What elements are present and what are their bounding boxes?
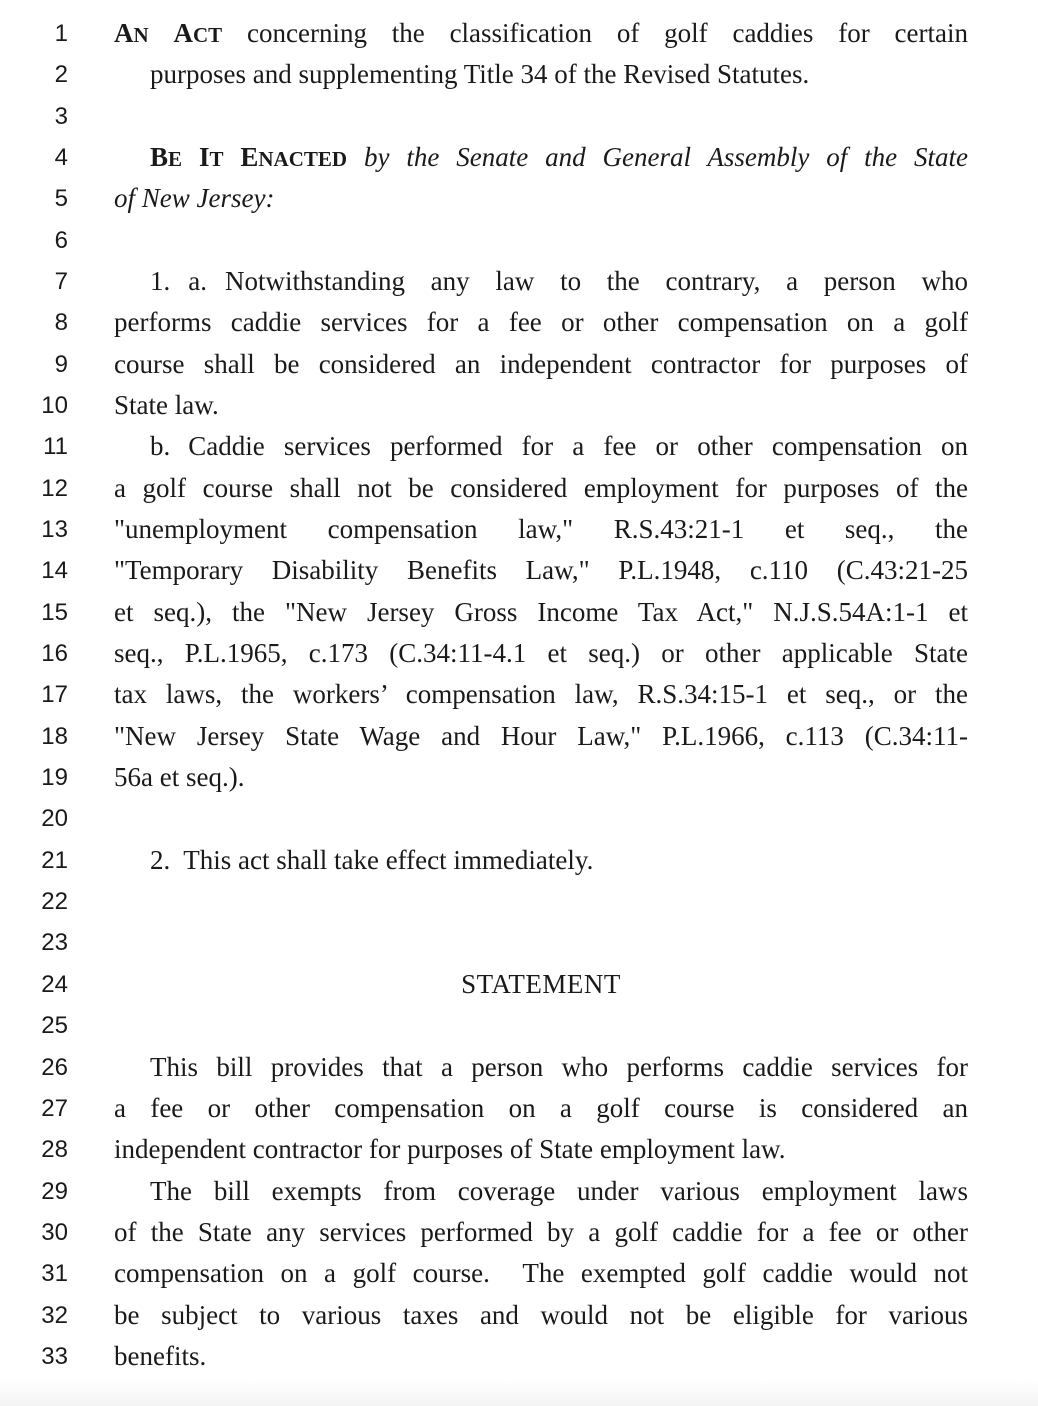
section-text-line: 56a et seq.).	[114, 762, 245, 792]
line-number: 15	[41, 599, 68, 626]
section-2-text: 2. This act shall take effect immediately.	[150, 845, 594, 875]
line-number: 14	[41, 557, 68, 584]
line-number: 25	[41, 1012, 68, 1039]
line-number: 8	[54, 309, 68, 336]
statement-text-line: This bill provides that a person who performs caddie services for	[150, 1052, 968, 1082]
section-text-line: State law.	[114, 390, 219, 420]
line-23	[0, 922, 1038, 963]
line-25	[0, 1005, 1038, 1046]
line-number: 16	[41, 640, 68, 667]
line-2	[0, 54, 1038, 95]
line-number: 13	[41, 516, 68, 543]
line-28	[0, 1129, 1038, 1170]
line-number: 33	[41, 1343, 68, 1370]
line-21	[0, 840, 1038, 881]
line-number: 30	[41, 1219, 68, 1246]
line-6	[0, 220, 1038, 261]
line-number: 18	[41, 723, 68, 750]
line-number: 29	[41, 1178, 68, 1205]
statement-heading: STATEMENT	[461, 969, 621, 999]
act-title-line-2: purposes and supplementing Title 34 of the Revised Statutes.	[150, 59, 810, 89]
line-number: 3	[54, 103, 68, 130]
line-number: 23	[41, 929, 68, 956]
page-bottom-edge	[0, 1380, 1038, 1406]
line-10	[0, 385, 1038, 426]
line-number: 32	[41, 1302, 68, 1329]
line-number: 28	[41, 1136, 68, 1163]
section-1a-line-1: 1. a. Notwithstanding any law to the contrary, a person who	[150, 266, 968, 296]
statement-text-line: a fee or other compensation on a golf course is considered an	[114, 1093, 968, 1123]
line-18	[0, 716, 1038, 757]
line-16	[0, 633, 1038, 674]
statement-text-line: benefits.	[114, 1341, 207, 1371]
statement-text-line: independent contractor for purposes of State employment law.	[114, 1134, 786, 1164]
section-text-line: et seq.), the "New Jersey Gross Income Tax Act," N.J.S.54A:1-1 et	[114, 597, 968, 627]
act-title-line-1: AN ACT concerning the classification of golf caddies for certain	[114, 18, 968, 48]
line-9	[0, 344, 1038, 385]
section-1b-line-1: b. Caddie services performed for a fee or other compensation on	[150, 431, 968, 461]
section-text-line: tax laws, the workers’ compensation law, R.S.34:15-1 et seq., or the	[114, 679, 968, 709]
line-31	[0, 1253, 1038, 1294]
line-number: 19	[41, 764, 68, 791]
statement-text-line: compensation on a golf course. The exempted golf caddie would not	[114, 1258, 968, 1288]
line-14	[0, 550, 1038, 591]
line-8	[0, 302, 1038, 343]
line-7	[0, 261, 1038, 302]
line-26	[0, 1047, 1038, 1088]
line-number: 10	[41, 392, 68, 419]
line-number: 4	[54, 144, 68, 171]
section-text-line: "Temporary Disability Benefits Law," P.L.1948, c.110 (C.43:21-25	[114, 555, 968, 585]
line-5	[0, 178, 1038, 219]
line-number: 7	[54, 268, 68, 295]
enacting-clause-line-2: of New Jersey:	[114, 183, 275, 213]
line-32	[0, 1295, 1038, 1336]
line-number: 5	[54, 185, 68, 212]
line-number: 11	[43, 433, 68, 460]
line-number: 2	[54, 61, 68, 88]
line-11	[0, 426, 1038, 467]
line-number: 24	[41, 971, 68, 998]
statement-text-line: The bill exempts from coverage under various employment laws	[150, 1176, 968, 1206]
line-20	[0, 798, 1038, 839]
statement-text-line: be subject to various taxes and would not be eligible for various	[114, 1300, 968, 1330]
line-number: 31	[41, 1260, 68, 1287]
line-1	[0, 13, 1038, 54]
line-number: 17	[41, 681, 68, 708]
line-33	[0, 1336, 1038, 1377]
line-number: 26	[41, 1054, 68, 1081]
statement-text-line: of the State any services performed by a golf caddie for a fee or other	[114, 1217, 968, 1247]
line-number: 21	[41, 847, 68, 874]
line-13	[0, 509, 1038, 550]
section-text-line: a golf course shall not be considered employment for purposes of the	[114, 473, 968, 503]
line-19	[0, 757, 1038, 798]
line-15	[0, 592, 1038, 633]
line-number: 27	[41, 1095, 68, 1122]
section-text-line: course shall be considered an independent contractor for purposes of	[114, 349, 968, 379]
line-17	[0, 674, 1038, 715]
line-22	[0, 881, 1038, 922]
line-3	[0, 96, 1038, 137]
enacting-clause-line-1: BE IT ENACTED by the Senate and General Assembly of the State	[150, 142, 969, 172]
line-number: 22	[41, 888, 68, 915]
line-12	[0, 468, 1038, 509]
line-number: 20	[41, 805, 68, 832]
section-text-line: performs caddie services for a fee or other compensation on a golf	[114, 307, 968, 337]
line-number: 9	[54, 351, 68, 378]
line-number: 6	[54, 227, 68, 254]
section-text-line: "unemployment compensation law," R.S.43:21-1 et seq., the	[114, 514, 968, 544]
line-number: 12	[41, 475, 68, 502]
line-27	[0, 1088, 1038, 1129]
section-text-line: seq., P.L.1965, c.173 (C.34:11-4.1 et seq.) or other applicable State	[114, 638, 968, 668]
line-number: 1	[54, 20, 68, 47]
line-24	[0, 964, 1038, 1005]
line-4	[0, 137, 1038, 178]
line-29	[0, 1171, 1038, 1212]
line-30	[0, 1212, 1038, 1253]
section-text-line: "New Jersey State Wage and Hour Law," P.L.1966, c.113 (C.34:11-	[114, 721, 968, 751]
